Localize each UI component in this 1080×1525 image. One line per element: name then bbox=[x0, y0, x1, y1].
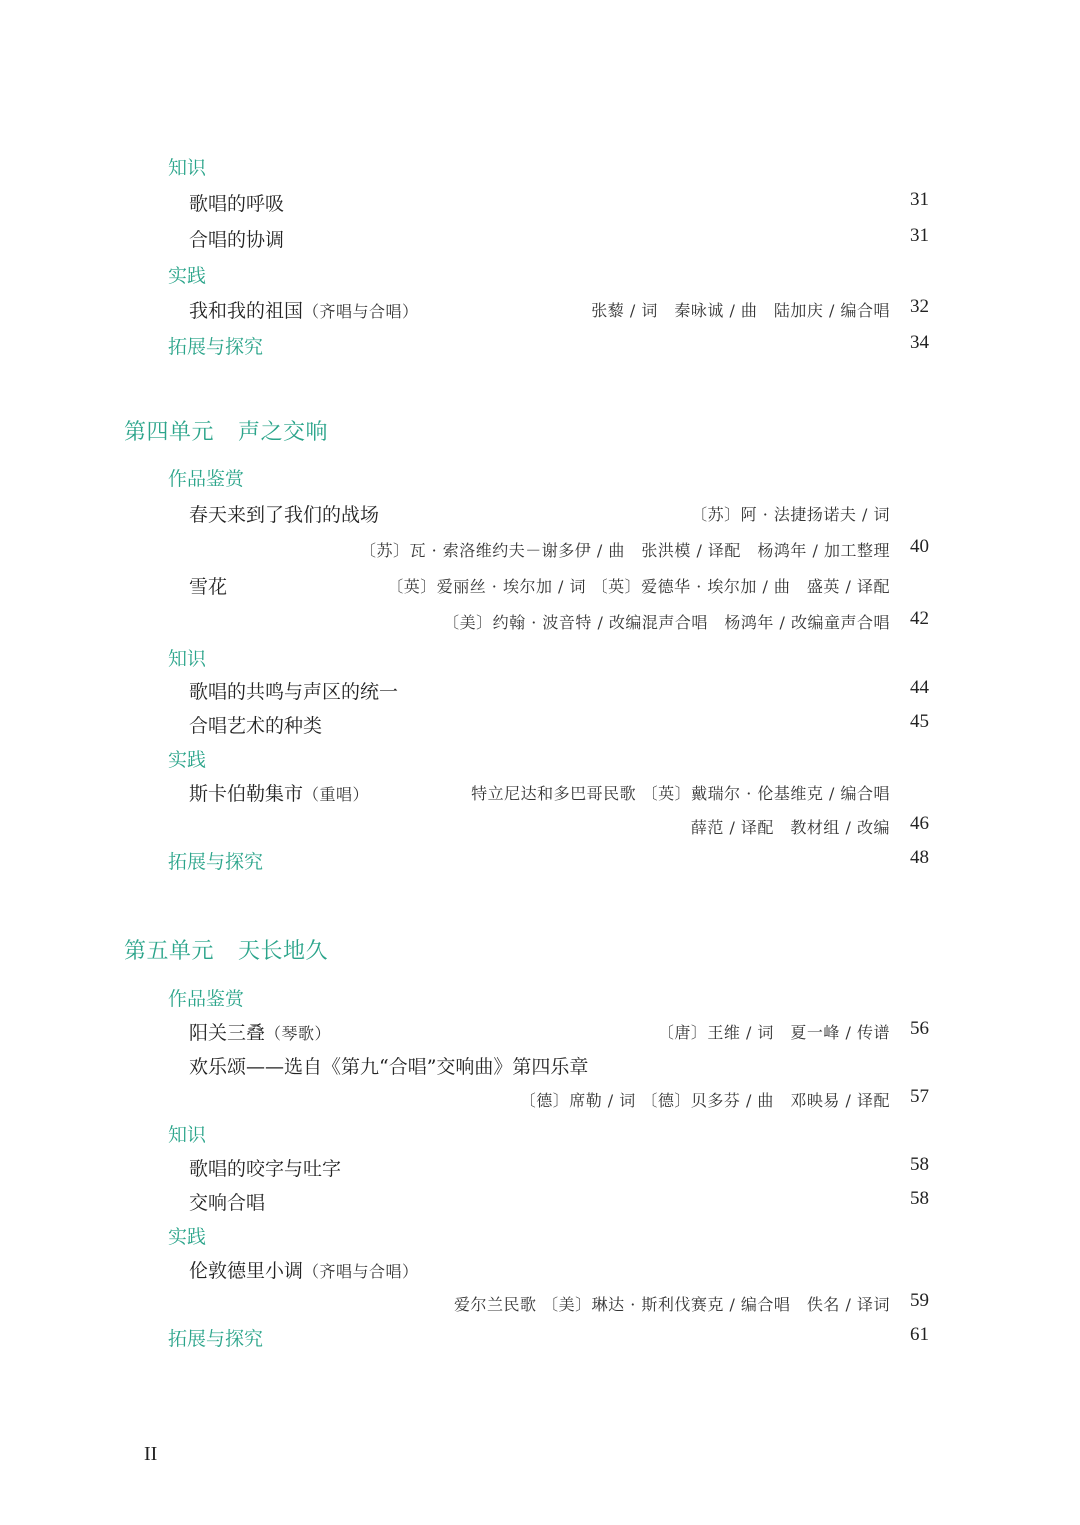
toc-entry-title: 春天来到了我们的战场 bbox=[189, 504, 380, 526]
toc-entry-credit: 〔苏〕阿 · 法捷扬诺夫 / 词 bbox=[691, 505, 890, 524]
unit-title: 天长地久 bbox=[238, 939, 329, 964]
toc-page-number: 31 bbox=[910, 189, 929, 210]
category-practice: 实践 bbox=[168, 265, 207, 287]
toc-entry-credit: 特立尼达和多巴哥民歌 〔英〕戴瑞尔 · 伦基维克 / 编合唱 bbox=[471, 784, 890, 803]
category-works: 作品鉴赏 bbox=[168, 468, 245, 490]
toc-page-number: 46 bbox=[910, 813, 929, 834]
toc-entry-title bbox=[189, 296, 419, 323]
toc-page-number: 31 bbox=[910, 225, 929, 246]
toc-entry-title bbox=[189, 1018, 331, 1045]
toc-page-number: 32 bbox=[910, 296, 929, 317]
toc-page-number: 45 bbox=[910, 711, 929, 732]
category-practice: 实践 bbox=[168, 749, 207, 771]
toc-entry-credit: 〔唐〕王维 / 词 夏一峰 / 传谱 bbox=[657, 1023, 890, 1042]
page-folio: II bbox=[144, 1443, 158, 1465]
toc-page-number: 56 bbox=[910, 1018, 929, 1039]
toc-page-number: 48 bbox=[910, 847, 929, 868]
toc-entry-title: 欢乐颂——选自《第九“合唱”交响曲》第四乐章 bbox=[189, 1056, 589, 1078]
toc-entry-note: （齐唱与合唱） bbox=[303, 1262, 419, 1281]
toc-entry-note: （齐唱与合唱） bbox=[303, 302, 419, 321]
toc-entry-credit: 〔美〕约翰 · 波音特 / 改编混声合唱 杨鸿年 / 改编童声合唱 bbox=[443, 613, 890, 632]
toc-page-number: 58 bbox=[910, 1154, 929, 1175]
toc-entry-title-text: 斯卡伯勒集市 bbox=[189, 783, 304, 805]
toc-page-number: 61 bbox=[910, 1324, 929, 1345]
toc-entry-title: 交响合唱 bbox=[189, 1192, 266, 1214]
toc-entry-credit: 〔苏〕瓦 · 索洛维约夫－谢多伊 / 曲 张洪模 / 译配 杨鸿年 / 加工整理 bbox=[360, 541, 890, 560]
toc-page-number: 59 bbox=[910, 1290, 929, 1311]
unit-title: 声之交响 bbox=[238, 420, 329, 445]
unit-label: 第四单元 bbox=[124, 420, 215, 445]
category-knowledge: 知识 bbox=[168, 157, 207, 179]
toc-entry-credit: 爱尔兰民歌 〔美〕琳达 · 斯利伐赛克 / 编合唱 佚名 / 译词 bbox=[454, 1295, 890, 1314]
toc-entry-title: 歌唱的咬字与吐字 bbox=[189, 1158, 342, 1180]
toc-entry-title: 合唱的协调 bbox=[189, 229, 285, 251]
toc-entry-title: 雪花 bbox=[189, 576, 228, 598]
toc-entry-credit: 〔英〕爱丽丝 · 埃尔加 / 词 〔英〕爱德华 · 埃尔加 / 曲 盛英 / 译配 bbox=[387, 577, 890, 596]
toc-page-number: 42 bbox=[910, 608, 929, 629]
unit-heading bbox=[124, 934, 328, 965]
category-practice: 实践 bbox=[168, 1226, 207, 1248]
toc-entry-credit: 张藜 / 词 秦咏诚 / 曲 陆加庆 / 编合唱 bbox=[591, 301, 890, 320]
toc-entry-title bbox=[189, 1256, 419, 1283]
category-extension: 拓展与探究 bbox=[168, 1328, 264, 1350]
category-knowledge: 知识 bbox=[168, 648, 207, 670]
toc-entry-title: 歌唱的共鸣与声区的统一 bbox=[189, 681, 399, 703]
toc-entry-note: （琴歌） bbox=[265, 1024, 332, 1043]
category-works: 作品鉴赏 bbox=[168, 988, 245, 1010]
toc-page-number: 34 bbox=[910, 332, 929, 353]
unit-heading bbox=[124, 415, 328, 446]
toc-entry-title-text: 伦敦德里小调 bbox=[189, 1260, 304, 1282]
toc-page-number: 57 bbox=[910, 1086, 929, 1107]
toc-entry-title-text: 我和我的祖国 bbox=[189, 300, 304, 322]
toc-entry-note: （重唱） bbox=[303, 785, 370, 804]
unit-label: 第五单元 bbox=[124, 939, 215, 964]
toc-entry-title: 歌唱的呼吸 bbox=[189, 193, 285, 215]
toc-entry-title bbox=[189, 779, 369, 806]
toc-entry-title-text: 阳关三叠 bbox=[189, 1022, 266, 1044]
category-extension: 拓展与探究 bbox=[168, 851, 264, 873]
toc-entry-title: 合唱艺术的种类 bbox=[189, 715, 323, 737]
category-knowledge: 知识 bbox=[168, 1124, 207, 1146]
category-extension: 拓展与探究 bbox=[168, 336, 264, 358]
toc-page-number: 44 bbox=[910, 677, 929, 698]
toc-entry-credit: 〔德〕席勒 / 词 〔德〕贝多芬 / 曲 邓映易 / 译配 bbox=[519, 1091, 890, 1110]
toc-page-number: 40 bbox=[910, 536, 929, 557]
toc-page-number: 58 bbox=[910, 1188, 929, 1209]
toc-entry-credit: 薛范 / 译配 教材组 / 改编 bbox=[690, 818, 890, 837]
